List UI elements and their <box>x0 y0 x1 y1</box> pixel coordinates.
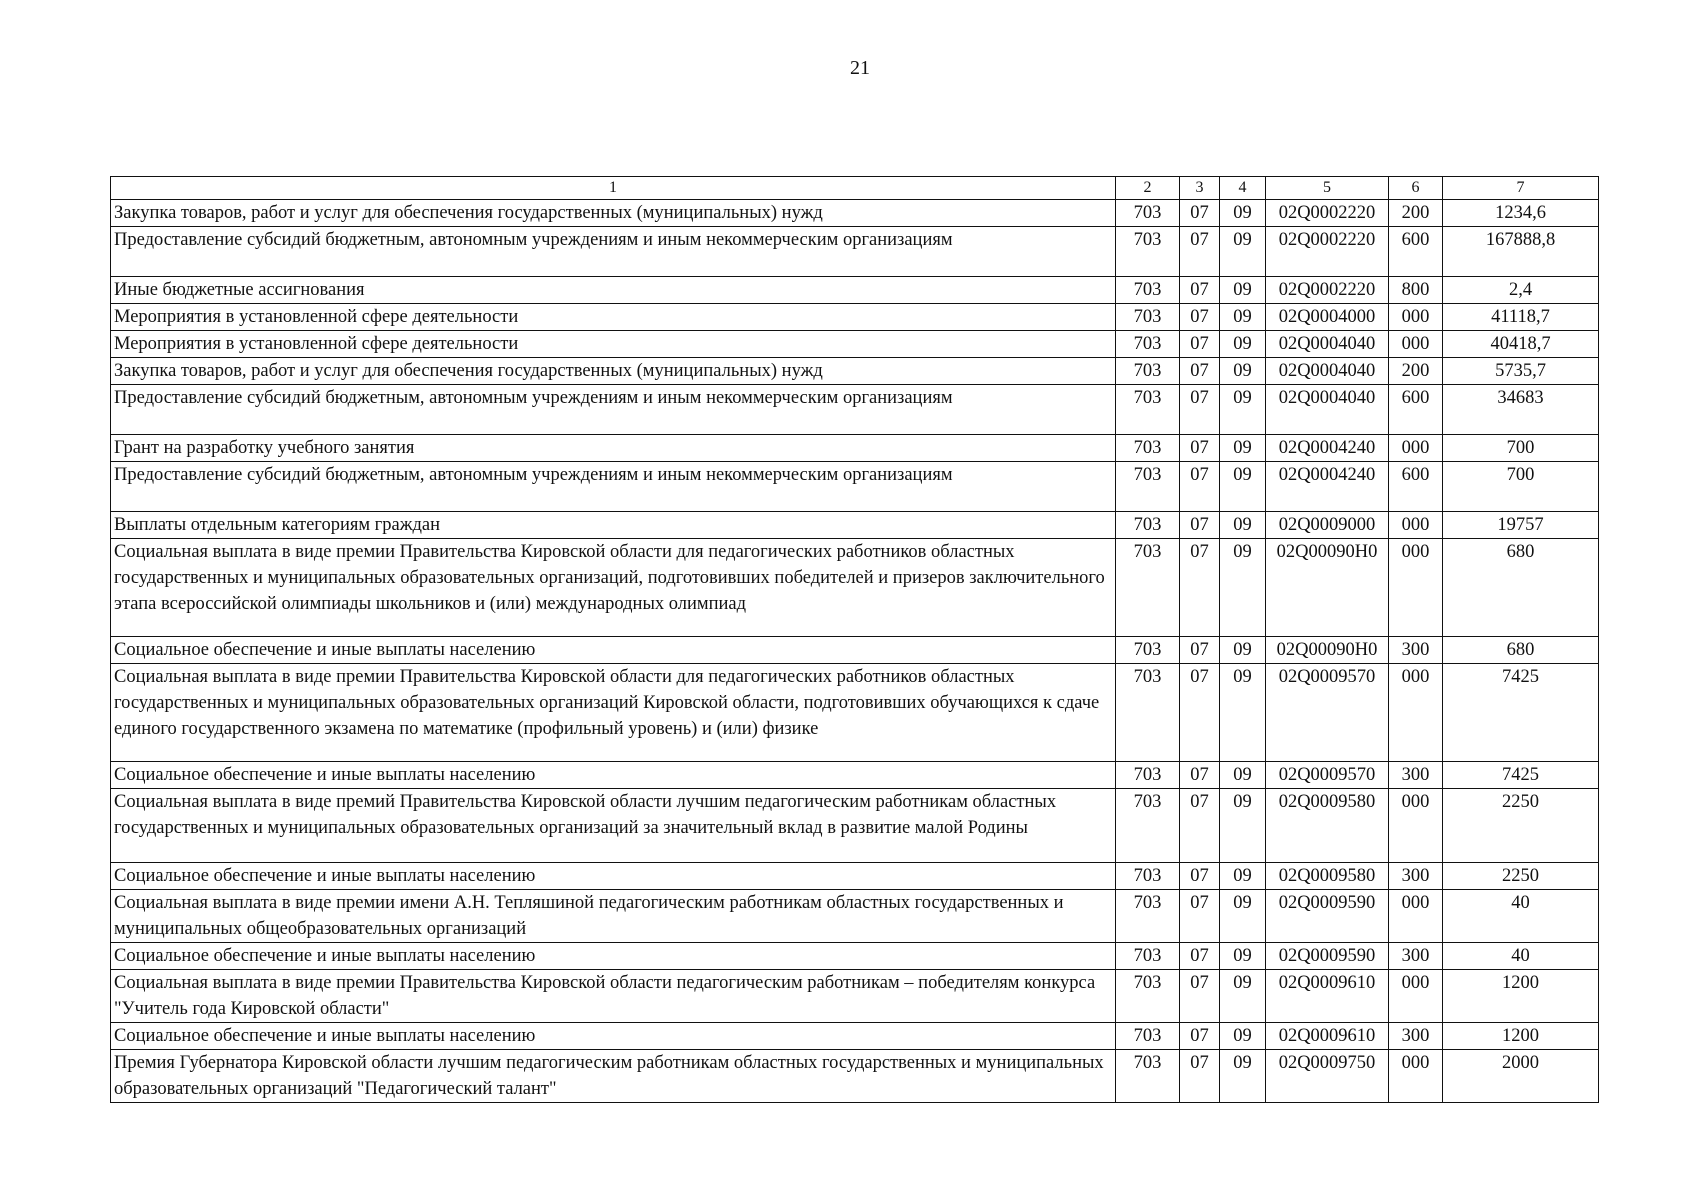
table-row <box>111 512 1599 539</box>
cell-c3: 07 <box>1180 863 1220 890</box>
cell-c5: 02Q0004240 <box>1266 435 1389 462</box>
table-row <box>111 1050 1599 1103</box>
row-name-cell: Премия Губернатора Кировской области лучшим педагогическим работникам областных государственных и муниципальных образовательных организаций "Педагогический талант" <box>111 1050 1116 1103</box>
cell-c6: 000 <box>1389 435 1443 462</box>
row-name-cell: Предоставление субсидий бюджетным, автономным учреждениям и иным некоммерческим организациям <box>111 462 1116 512</box>
table-row <box>111 200 1599 227</box>
cell-c3: 07 <box>1180 277 1220 304</box>
cell-c5: 02Q0009580 <box>1266 863 1389 890</box>
cell-c6: 300 <box>1389 1023 1443 1050</box>
cell-c4: 09 <box>1220 331 1266 358</box>
cell-c5: 02Q00090H0 <box>1266 637 1389 664</box>
row-name-cell: Социальное обеспечение и иные выплаты населению <box>111 863 1116 890</box>
cell-c3: 07 <box>1180 890 1220 943</box>
table-row <box>111 277 1599 304</box>
cell-c7: 1200 <box>1443 1023 1599 1050</box>
row-name-cell: Социальное обеспечение и иные выплаты населению <box>111 637 1116 664</box>
cell-c7: 5735,7 <box>1443 358 1599 385</box>
cell-c7: 40 <box>1443 890 1599 943</box>
row-name-cell: Предоставление субсидий бюджетным, автономным учреждениям и иным некоммерческим организациям <box>111 227 1116 277</box>
cell-c6: 200 <box>1389 200 1443 227</box>
cell-c3: 07 <box>1180 637 1220 664</box>
row-name-cell: Социальная выплата в виде премии Правительства Кировской области для педагогических работников областных государственных и муниципальных образовательных организаций Кировской области, подготовивших обучающихся к сдаче единого государственного экзамена по математике (профильный уровень) и (или) физике <box>111 664 1116 762</box>
cell-c4: 09 <box>1220 890 1266 943</box>
table-row <box>111 462 1599 512</box>
cell-c2: 703 <box>1116 200 1180 227</box>
table-row <box>111 863 1599 890</box>
cell-c3: 07 <box>1180 1050 1220 1103</box>
cell-c4: 09 <box>1220 943 1266 970</box>
cell-c4: 09 <box>1220 637 1266 664</box>
cell-c7: 2250 <box>1443 863 1599 890</box>
row-name-cell: Социальная выплата в виде премии Правительства Кировской области педагогическим работникам – победителям конкурса "Учитель года Кировской области" <box>111 970 1116 1023</box>
cell-c2: 703 <box>1116 358 1180 385</box>
cell-c7: 1200 <box>1443 970 1599 1023</box>
row-name-cell: Грант на разработку учебного занятия <box>111 435 1116 462</box>
cell-c2: 703 <box>1116 462 1180 512</box>
cell-c6: 000 <box>1389 1050 1443 1103</box>
cell-c5: 02Q0004000 <box>1266 304 1389 331</box>
cell-c2: 703 <box>1116 304 1180 331</box>
cell-c6: 000 <box>1389 331 1443 358</box>
cell-c7: 1234,6 <box>1443 200 1599 227</box>
cell-c3: 07 <box>1180 943 1220 970</box>
cell-c2: 703 <box>1116 539 1180 637</box>
column-header: 7 <box>1443 177 1599 200</box>
cell-c4: 09 <box>1220 1023 1266 1050</box>
cell-c6: 000 <box>1389 789 1443 863</box>
cell-c4: 09 <box>1220 462 1266 512</box>
cell-c6: 000 <box>1389 664 1443 762</box>
cell-c2: 703 <box>1116 1023 1180 1050</box>
row-name-cell: Социальное обеспечение и иные выплаты населению <box>111 762 1116 789</box>
row-name-cell: Социальное обеспечение и иные выплаты населению <box>111 943 1116 970</box>
cell-c7: 680 <box>1443 637 1599 664</box>
cell-c7: 700 <box>1443 462 1599 512</box>
cell-c2: 703 <box>1116 890 1180 943</box>
cell-c6: 300 <box>1389 762 1443 789</box>
cell-c4: 09 <box>1220 762 1266 789</box>
cell-c3: 07 <box>1180 385 1220 435</box>
cell-c7: 40 <box>1443 943 1599 970</box>
table-row <box>111 435 1599 462</box>
cell-c2: 703 <box>1116 435 1180 462</box>
table-row <box>111 664 1599 762</box>
cell-c3: 07 <box>1180 970 1220 1023</box>
cell-c7: 19757 <box>1443 512 1599 539</box>
cell-c2: 703 <box>1116 277 1180 304</box>
cell-c7: 7425 <box>1443 664 1599 762</box>
cell-c4: 09 <box>1220 863 1266 890</box>
column-header: 1 <box>111 177 1116 200</box>
cell-c3: 07 <box>1180 1023 1220 1050</box>
cell-c5: 02Q00090H0 <box>1266 539 1389 637</box>
cell-c3: 07 <box>1180 200 1220 227</box>
cell-c2: 703 <box>1116 331 1180 358</box>
cell-c5: 02Q0009750 <box>1266 1050 1389 1103</box>
row-name-cell: Мероприятия в установленной сфере деятельности <box>111 304 1116 331</box>
cell-c6: 200 <box>1389 358 1443 385</box>
cell-c6: 300 <box>1389 637 1443 664</box>
cell-c5: 02Q0009570 <box>1266 762 1389 789</box>
cell-c3: 07 <box>1180 358 1220 385</box>
cell-c4: 09 <box>1220 227 1266 277</box>
cell-c7: 2000 <box>1443 1050 1599 1103</box>
cell-c3: 07 <box>1180 304 1220 331</box>
cell-c7: 2,4 <box>1443 277 1599 304</box>
table-row <box>111 970 1599 1023</box>
cell-c4: 09 <box>1220 304 1266 331</box>
cell-c2: 703 <box>1116 227 1180 277</box>
cell-c5: 02Q0009610 <box>1266 970 1389 1023</box>
cell-c5: 02Q0004040 <box>1266 385 1389 435</box>
cell-c3: 07 <box>1180 664 1220 762</box>
cell-c7: 2250 <box>1443 789 1599 863</box>
cell-c6: 600 <box>1389 462 1443 512</box>
cell-c5: 02Q0009590 <box>1266 943 1389 970</box>
cell-c5: 02Q0002220 <box>1266 227 1389 277</box>
cell-c5: 02Q0009570 <box>1266 664 1389 762</box>
cell-c6: 800 <box>1389 277 1443 304</box>
cell-c2: 703 <box>1116 512 1180 539</box>
cell-c4: 09 <box>1220 277 1266 304</box>
cell-c6: 600 <box>1389 227 1443 277</box>
table-row <box>111 385 1599 435</box>
cell-c6: 000 <box>1389 890 1443 943</box>
table-row <box>111 789 1599 863</box>
cell-c4: 09 <box>1220 435 1266 462</box>
cell-c6: 300 <box>1389 863 1443 890</box>
row-name-cell: Социальное обеспечение и иные выплаты населению <box>111 1023 1116 1050</box>
table-row <box>111 762 1599 789</box>
cell-c2: 703 <box>1116 762 1180 789</box>
column-header: 5 <box>1266 177 1389 200</box>
row-name-cell: Предоставление субсидий бюджетным, автономным учреждениям и иным некоммерческим организациям <box>111 385 1116 435</box>
cell-c4: 09 <box>1220 385 1266 435</box>
row-name-cell: Социальная выплата в виде премии имени А.Н. Тепляшиной педагогическим работникам областных государственных и муниципальных общеобразовательных организаций <box>111 890 1116 943</box>
row-name-cell: Социальная выплата в виде премии Правительства Кировской области для педагогических работников областных государственных и муниципальных образовательных организаций, подготовивших победителей и призеров заключительного этапа всероссийской олимпиады школьников и (или) международных олимпиад <box>111 539 1116 637</box>
row-name-cell: Иные бюджетные ассигнования <box>111 277 1116 304</box>
cell-c5: 02Q0002220 <box>1266 277 1389 304</box>
cell-c6: 600 <box>1389 385 1443 435</box>
cell-c2: 703 <box>1116 664 1180 762</box>
cell-c5: 02Q0004240 <box>1266 462 1389 512</box>
table-row <box>111 304 1599 331</box>
cell-c7: 7425 <box>1443 762 1599 789</box>
row-name-cell: Закупка товаров, работ и услуг для обеспечения государственных (муниципальных) нужд <box>111 358 1116 385</box>
cell-c5: 02Q0009000 <box>1266 512 1389 539</box>
cell-c3: 07 <box>1180 462 1220 512</box>
table-row <box>111 358 1599 385</box>
cell-c3: 07 <box>1180 762 1220 789</box>
cell-c2: 703 <box>1116 1050 1180 1103</box>
cell-c7: 34683 <box>1443 385 1599 435</box>
cell-c2: 703 <box>1116 863 1180 890</box>
cell-c2: 703 <box>1116 385 1180 435</box>
cell-c3: 07 <box>1180 539 1220 637</box>
cell-c2: 703 <box>1116 637 1180 664</box>
cell-c7: 167888,8 <box>1443 227 1599 277</box>
cell-c6: 000 <box>1389 539 1443 637</box>
cell-c4: 09 <box>1220 664 1266 762</box>
cell-c4: 09 <box>1220 539 1266 637</box>
cell-c5: 02Q0009610 <box>1266 1023 1389 1050</box>
cell-c5: 02Q0002220 <box>1266 200 1389 227</box>
cell-c6: 000 <box>1389 304 1443 331</box>
cell-c7: 700 <box>1443 435 1599 462</box>
cell-c4: 09 <box>1220 512 1266 539</box>
cell-c4: 09 <box>1220 789 1266 863</box>
row-name-cell: Выплаты отдельным категориям граждан <box>111 512 1116 539</box>
cell-c2: 703 <box>1116 943 1180 970</box>
cell-c6: 300 <box>1389 943 1443 970</box>
header-row <box>111 177 1599 200</box>
table-row <box>111 227 1599 277</box>
column-header: 2 <box>1116 177 1180 200</box>
cell-c4: 09 <box>1220 200 1266 227</box>
row-name-cell: Закупка товаров, работ и услуг для обеспечения государственных (муниципальных) нужд <box>111 200 1116 227</box>
column-header: 6 <box>1389 177 1443 200</box>
cell-c3: 07 <box>1180 512 1220 539</box>
cell-c7: 40418,7 <box>1443 331 1599 358</box>
page-number: 21 <box>850 57 870 79</box>
cell-c7: 680 <box>1443 539 1599 637</box>
cell-c5: 02Q0004040 <box>1266 358 1389 385</box>
cell-c5: 02Q0009580 <box>1266 789 1389 863</box>
cell-c5: 02Q0004040 <box>1266 331 1389 358</box>
cell-c4: 09 <box>1220 358 1266 385</box>
table-row <box>111 943 1599 970</box>
row-name-cell: Социальная выплата в виде премий Правительства Кировской области лучшим педагогическим работникам областных государственных и муниципальных образовательных организаций за значительный вклад в развитие малой Родины <box>111 789 1116 863</box>
cell-c4: 09 <box>1220 970 1266 1023</box>
cell-c6: 000 <box>1389 970 1443 1023</box>
column-header: 4 <box>1220 177 1266 200</box>
table-row <box>111 331 1599 358</box>
cell-c7: 41118,7 <box>1443 304 1599 331</box>
column-header: 3 <box>1180 177 1220 200</box>
budget-table <box>110 176 1599 1103</box>
cell-c3: 07 <box>1180 435 1220 462</box>
table-row <box>111 1023 1599 1050</box>
cell-c2: 703 <box>1116 970 1180 1023</box>
cell-c2: 703 <box>1116 789 1180 863</box>
cell-c4: 09 <box>1220 1050 1266 1103</box>
table-row <box>111 637 1599 664</box>
cell-c3: 07 <box>1180 227 1220 277</box>
cell-c6: 000 <box>1389 512 1443 539</box>
table-row <box>111 539 1599 637</box>
cell-c3: 07 <box>1180 789 1220 863</box>
cell-c3: 07 <box>1180 331 1220 358</box>
cell-c5: 02Q0009590 <box>1266 890 1389 943</box>
row-name-cell: Мероприятия в установленной сфере деятельности <box>111 331 1116 358</box>
table-row <box>111 890 1599 943</box>
